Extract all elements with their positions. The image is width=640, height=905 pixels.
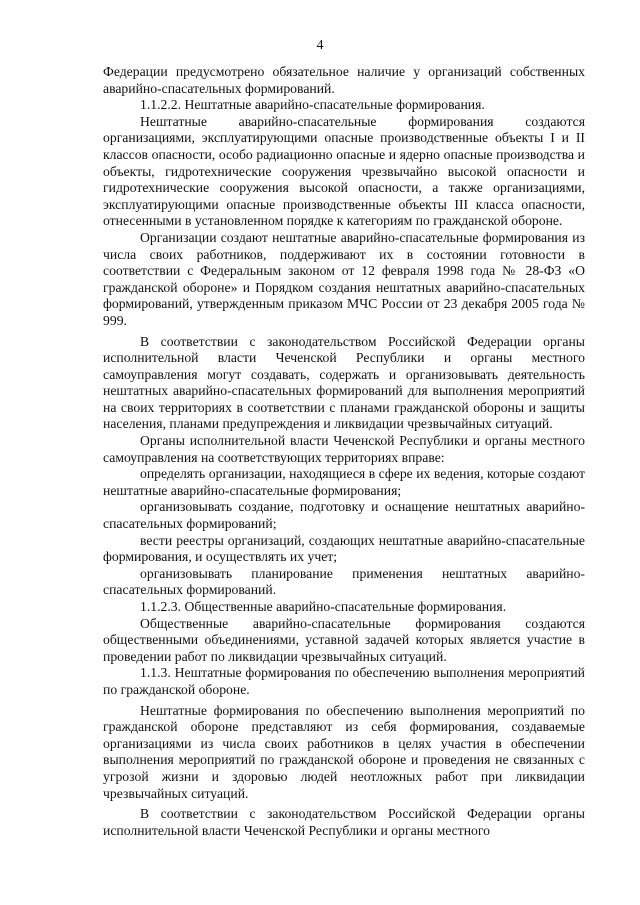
section-heading: 1.1.3. Нештатные формирования по обеспечению выполнения мероприятий по гражданской обороне. <box>103 665 585 697</box>
paragraph: Нештатные формирования по обеспечению выполнения мероприятий по гражданской обороне представляют из себя формирования, создаваемые организациями из числа своих работников в целях участия в обеспечении выполнения мероприятий по гражданской обороне и проведения не связанных с угрозой жизни и здоровью людей неотложных работ при ликвидации чрезвычайных ситуаций. <box>103 702 585 801</box>
paragraph: Федерации предусмотрено обязательное наличие у организаций собственных аварийно-спасательных формирований. <box>103 64 585 96</box>
list-item: организовывать создание, подготовку и оснащение нештатных аварийно-спасательных формирований; <box>103 499 585 532</box>
list-item: организовывать планирование применения нештатных аварийно-спасательных формирований. <box>103 565 585 598</box>
list-item: вести реестры организаций, создающих нештатные аварийно-спасательные формирования, и осуществлять их учет; <box>103 532 585 565</box>
paragraph: Общественные аварийно-спасательные формирования создаются общественными объединениями, уставной задачей которых является участие в проведении работ по ликвидации чрезвычайных ситуаций. <box>103 615 585 664</box>
paragraph: Органы исполнительной власти Чеченской Республики и органы местного самоуправления на соответствующих территориях вправе: <box>103 433 585 465</box>
paragraph: В соответствии с законодательством Российской Федерации органы исполнительной власти Чеченской Республики и органы местного <box>103 806 585 838</box>
paragraph: Организации создают нештатные аварийно-спасательные формирования из числа своих работников, поддерживают их в состоянии готовности в соответствии с Федеральным законом от 12 февраля 1998 года № 28-ФЗ «О гражданской обороне» и Порядком создания нештатных аварийно-спасательных формирований, утвержденным приказом МЧС России от 23 декабря 2005 года № 999. <box>103 229 585 328</box>
list-item: определять организации, находящиеся в сфере их ведения, которые создают нештатные аварийно-спасательные формирования; <box>103 466 585 498</box>
document-body <box>103 64 585 839</box>
page-number: 4 <box>316 38 324 53</box>
paragraph: Нештатные аварийно-спасательные формирования создаются организациями, эксплуатирующими опасные производственные объекты I и II классов опасности, особо радиационно опасные и ядерно опасные производства и объекты, гидротехнические сооружения чрезвычайно высокой опасности и гидротехнические сооружения высокой опасности, а также организациями, эксплуатирующими опасные производственные объекты III класса опасности, отнесенными в установленном порядке к категориям по гражданской обороне. <box>103 113 585 229</box>
section-heading: 1.1.2.3. Общественные аварийно-спасательные формирования. <box>140 599 507 614</box>
section-heading: 1.1.2.2. Нештатные аварийно-спасательные формирования. <box>140 97 485 113</box>
paragraph: В соответствии с законодательством Российской Федерации органы исполнительной власти Чеченской Республики и органы местного самоуправления могут создавать, содержать и организовывать деятельность нештатных аварийно-спасательных формирований для выполнения мероприятий на своих территориях в соответствии с планами гражданской обороны и защиты населения, планами предупреждения и ликвидации чрезвычайных ситуаций. <box>103 333 585 432</box>
